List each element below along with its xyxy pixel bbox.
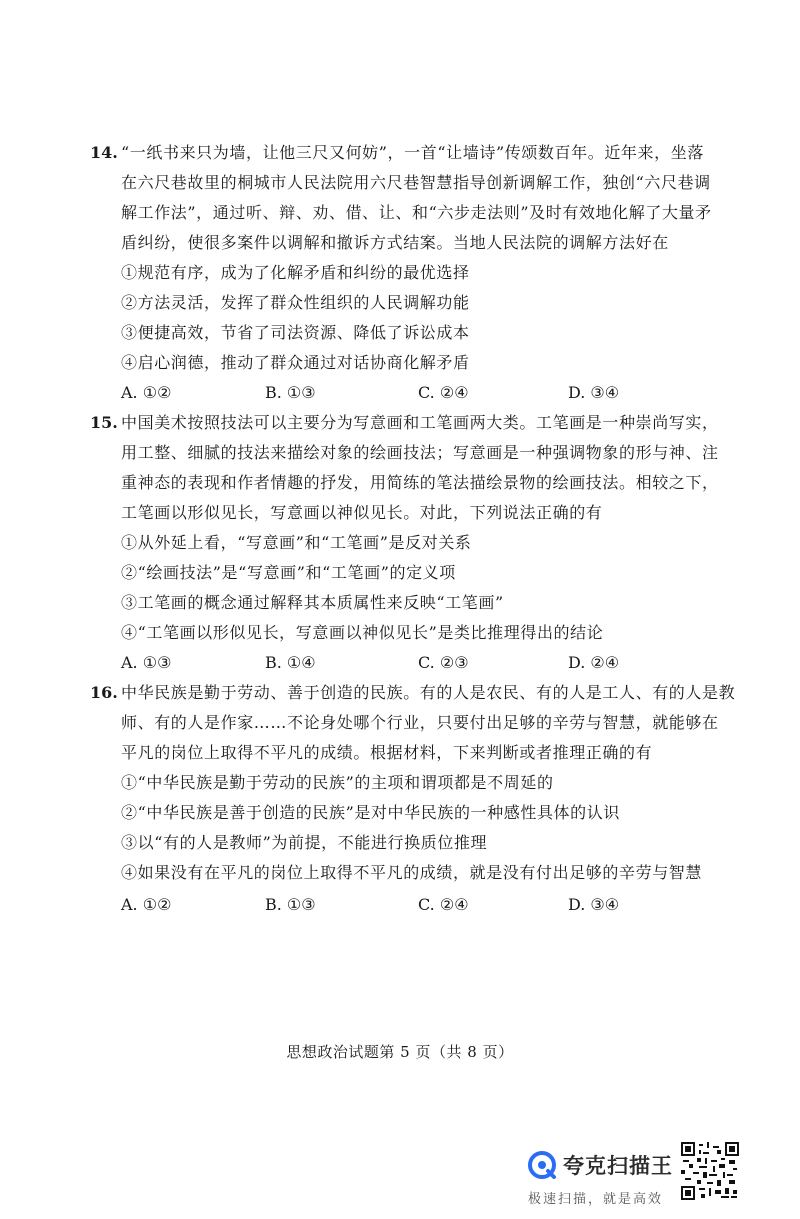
- answer-option-d: D. ②④: [568, 653, 620, 672]
- question-stem-line: 师、有的人是作家……不论身处哪个行业，只要付出足够的辛劳与智慧，就能够在: [121, 713, 719, 732]
- question-stem-line: 平凡的岗位上取得不平凡的成绩。根据材料，下来判断或者推理正确的有: [121, 743, 653, 762]
- answer-option-c: C. ②③: [418, 653, 469, 672]
- question-stem-line: 中国美术按照技法可以主要分为写意画和工笔画两大类。工笔画是一种崇尚写实，: [121, 413, 719, 432]
- statement-item: ①“中华民族是勤于劳动的民族”的主项和谓项都是不周延的: [121, 773, 554, 792]
- question-stem-line: 用工整、细腻的技法来描绘对象的绘画技法；写意画是一种强调物象的形与神、注: [121, 443, 719, 462]
- answer-option-a: A. ①②: [121, 383, 172, 402]
- question-stem-line: “一纸书来只为墙，让他三尺又何妨”，一首“让墙诗”传颂数百年。近年来，坐落: [121, 143, 704, 162]
- question-stem-line: 中华民族是勤于劳动、善于创造的民族。有的人是农民、有的人是工人、有的人是教: [121, 683, 736, 702]
- watermark-app-name: 夸克扫描王: [563, 1154, 673, 1178]
- answer-option-d: D. ③④: [568, 895, 620, 914]
- watermark-slogan: 极速扫描，就是高效: [528, 1192, 664, 1207]
- statement-item: ④“工笔画以形似见长，写意画以神似见长”是类比推理得出的结论: [121, 623, 604, 642]
- statement-item: ③便捷高效，节省了司法资源、降低了诉讼成本: [121, 323, 470, 342]
- question-number: 14.: [90, 143, 118, 162]
- statement-item: ③工笔画的概念通过解释其本质属性来反映“工笔画”: [121, 593, 504, 612]
- question-stem-line: 工笔画以形似见长，写意画以神似见长。对此，下列说法正确的有: [121, 503, 603, 522]
- question-number: 15.: [90, 413, 118, 432]
- statement-item: ②“绘画技法”是“写意画”和“工笔画”的定义项: [121, 563, 456, 582]
- question-stem-line: 盾纠纷，使很多案件以调解和撤诉方式结案。当地人民法院的调解方法好在: [121, 233, 669, 252]
- statement-item: ④如果没有在平凡的岗位上取得不平凡的成绩，就是没有付出足够的辛劳与智慧: [121, 863, 703, 882]
- answer-option-b: B. ①③: [265, 895, 316, 914]
- answer-option-d: D. ③④: [568, 383, 620, 402]
- answer-option-a: A. ①②: [121, 895, 172, 914]
- statement-item: ②方法灵活，发挥了群众性组织的人民调解功能: [121, 293, 470, 312]
- quark-logo-icon: [528, 1151, 556, 1179]
- statement-item: ①从外延上看，“写意画”和“工笔画”是反对关系: [121, 533, 472, 552]
- question-stem-line: 在六尺巷故里的桐城市人民法院用六尺巷智慧指导创新调解工作，独创“六尺巷调: [121, 173, 711, 192]
- page-footer: 思想政治试题第 5 页（共 8 页）: [286, 1043, 514, 1061]
- answer-option-b: B. ①④: [265, 653, 316, 672]
- statement-item: ②“中华民族是善于创造的民族”是对中华民族的一种感性具体的认识: [121, 803, 620, 822]
- statement-item: ③以“有的人是教师”为前提，不能进行换质位推理: [121, 833, 488, 852]
- qr-code-icon: [681, 1142, 739, 1200]
- statement-item: ④启心润德，推动了群众通过对话协商化解矛盾: [121, 353, 470, 372]
- answer-option-b: B. ①③: [265, 383, 316, 402]
- statement-item: ①规范有序，成为了化解矛盾和纠纷的最优选择: [121, 263, 470, 282]
- question-stem-line: 解工作法”，通过听、辩、劝、借、让、和“六步走法则”及时有效地化解了大量矛: [121, 203, 712, 222]
- answer-option-c: C. ②④: [418, 383, 469, 402]
- answer-option-c: C. ②④: [418, 895, 469, 914]
- question-stem-line: 重神态的表现和作者情趣的抒发，用简练的笔法描绘景物的绘画技法。相较之下，: [121, 473, 719, 492]
- answer-option-a: A. ①③: [121, 653, 172, 672]
- question-number: 16.: [90, 683, 118, 702]
